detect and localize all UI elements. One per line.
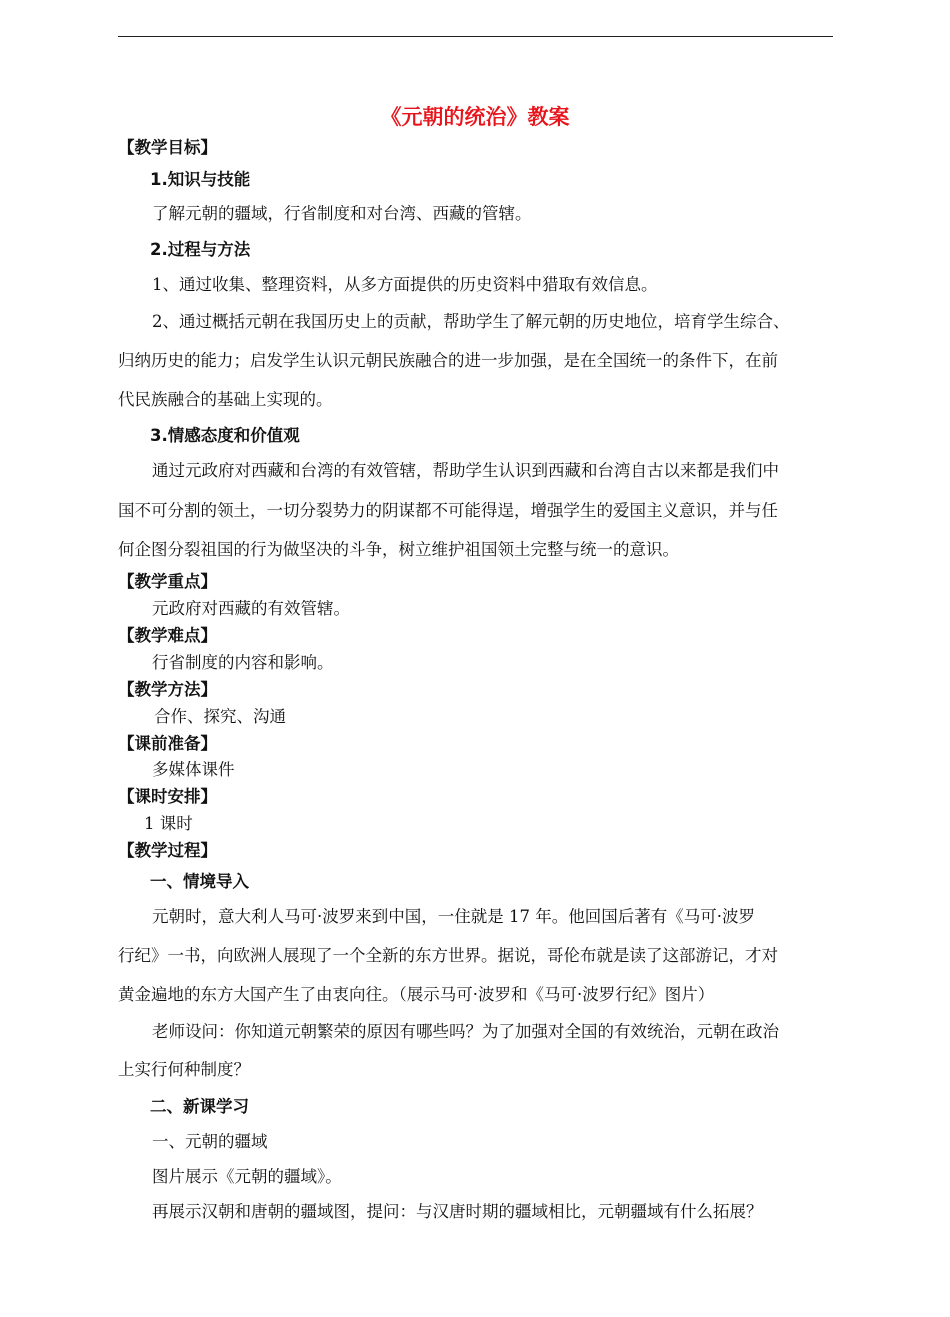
process-method-p2-line1: 2、通过概括元朝在我国历史上的贡献，帮助学生了解元朝的历史地位，培育学生综合、 — [152, 312, 790, 331]
method-heading: 【教学方法】 — [118, 680, 217, 699]
territory-p1: 图片展示《元朝的疆域》。 — [152, 1167, 342, 1186]
difficulty-heading: 【教学难点】 — [118, 626, 217, 645]
document-title: 《元朝的统治》教案 — [380, 105, 570, 129]
schedule-heading: 【课时安排】 — [118, 787, 217, 806]
intro-p2-line2: 上实行何种制度？ — [118, 1060, 250, 1079]
process-heading: 【教学过程】 — [118, 841, 217, 860]
process-method-p1: 1、通过收集、整理资料，从多方面提供的历史资料中猎取有效信息。 — [152, 275, 658, 294]
territory-subtitle: 一、元朝的疆域 — [152, 1132, 268, 1151]
territory-p2: 再展示汉朝和唐朝的疆域图，提问：与汉唐时期的疆域相比，元朝疆域有什么拓展？ — [152, 1202, 763, 1221]
objectives-heading: 【教学目标】 — [118, 138, 217, 157]
attitude-values-line3: 何企图分裂祖国的行为做坚决的斗争，树立维护祖国领土完整与统一的意识。 — [118, 540, 679, 559]
intro-p1-line2: 行纪》一书，向欧洲人展现了一个全新的东方世界。据说，哥伦布就是读了这部游记，才对 — [118, 946, 778, 965]
header-rule — [118, 36, 833, 37]
prep-heading: 【课前准备】 — [118, 734, 217, 753]
attitude-values-line1: 通过元政府对西藏和台湾的有效管辖，帮助学生认识到西藏和台湾自古以来都是我们中 — [152, 461, 779, 480]
prep-text: 多媒体课件 — [152, 760, 235, 779]
knowledge-skills-text: 了解元朝的疆域，行省制度和对台湾、西藏的管辖。 — [152, 204, 532, 223]
new-lesson-title: 二、新课学习 — [150, 1097, 249, 1116]
attitude-values-line2: 国不可分割的领土，一切分裂势力的阴谋都不可能得逞，增强学生的爱国主义意识，并与任 — [118, 501, 778, 520]
intro-p1-line1: 元朝时，意大利人马可·波罗来到中国，一住就是 17 年。他回国后著有《马可·波罗 — [152, 907, 755, 926]
method-text: 合作、探究、沟通 — [154, 707, 286, 726]
process-method-p2-line3: 代民族融合的基础上实现的。 — [118, 390, 333, 409]
intro-p1-line3: 黄金遍地的东方大国产生了由衷向往。（展示马可·波罗和《马可·波罗行纪》图片） — [118, 985, 715, 1004]
key-point-heading: 【教学重点】 — [118, 572, 217, 591]
attitude-values-title: 3.情感态度和价值观 — [150, 426, 300, 445]
knowledge-skills-title: 1.知识与技能 — [150, 170, 251, 189]
difficulty-text: 行省制度的内容和影响。 — [152, 653, 334, 672]
process-method-title: 2.过程与方法 — [150, 240, 251, 259]
key-point-text: 元政府对西藏的有效管辖。 — [152, 599, 350, 618]
process-method-p2-line2: 归纳历史的能力；启发学生认识元朝民族融合的进一步加强，是在全国统一的条件下，在前 — [118, 351, 778, 370]
intro-p2-line1: 老师设问：你知道元朝繁荣的原因有哪些吗？为了加强对全国的有效统治，元朝在政治 — [152, 1022, 779, 1041]
intro-title: 一、情境导入 — [150, 872, 249, 891]
schedule-text: 1 课时 — [144, 814, 193, 833]
